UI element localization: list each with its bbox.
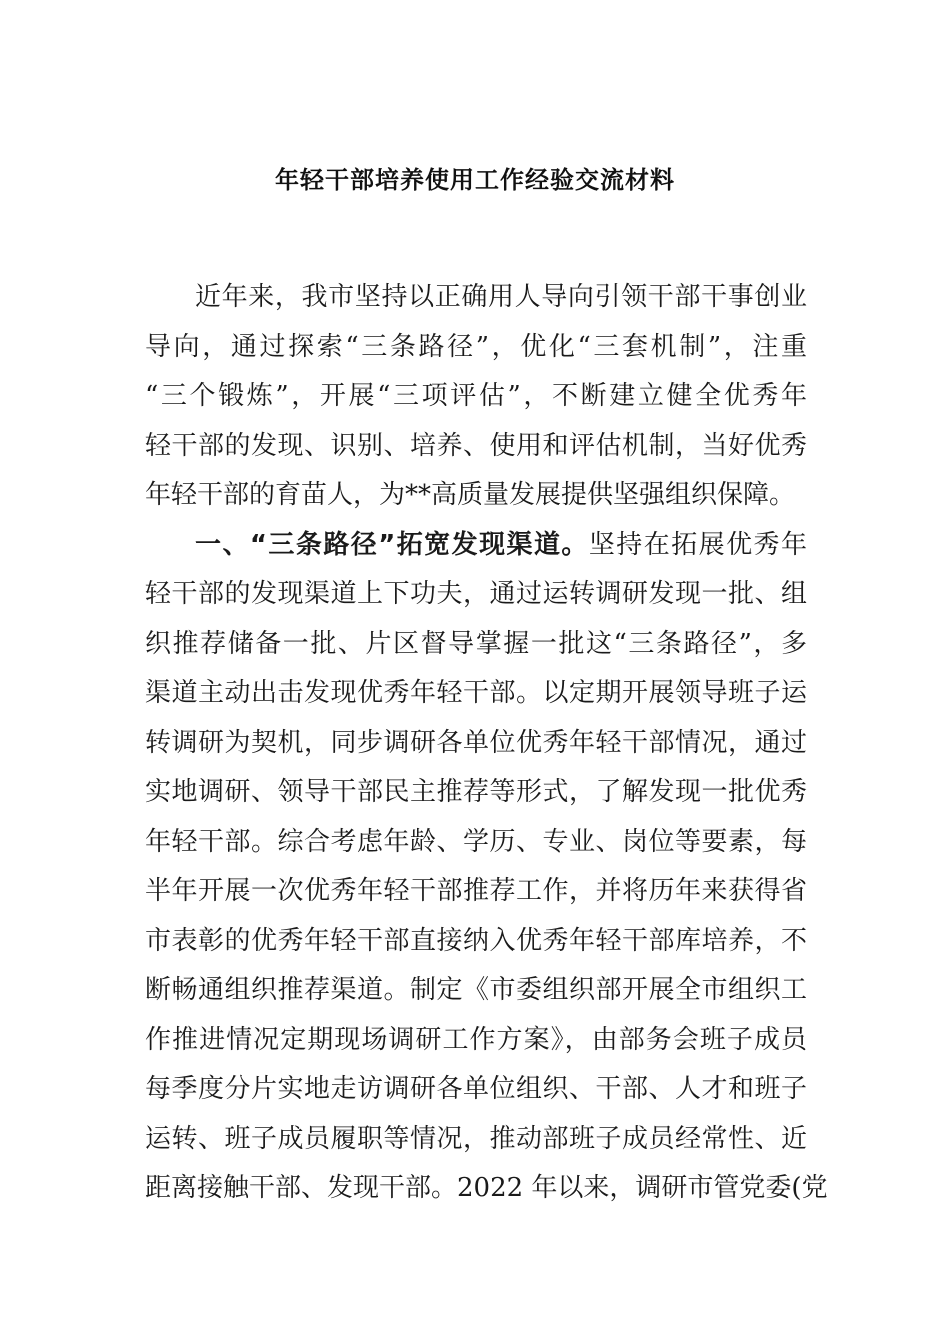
paragraph-line: 实地调研、领导干部民主推荐等形式，了解发现一批优秀 xyxy=(145,777,807,807)
document-title: 年轻干部培养使用工作经验交流材料 xyxy=(275,166,675,194)
paragraph-line: 断畅通组织推荐渠道。制定《市委组织部开展全市组织工 xyxy=(145,975,807,1005)
paragraph-line: 年轻干部。综合考虑年龄、学历、专业、岗位等要素，每 xyxy=(145,827,807,857)
paragraph-line: 每季度分片实地走访调研各单位组织、干部、人才和班子 xyxy=(145,1074,807,1104)
paragraph-line: “三个锻炼”，开展“三项评估”，不断建立健全优秀年 xyxy=(145,381,807,411)
paragraph-line: 渠道主动出击发现优秀年轻干部。以定期开展领导班子运 xyxy=(145,678,807,708)
paragraph-line: 年轻干部的育苗人，为**高质量发展提供坚强组织保障。 xyxy=(145,480,796,510)
paragraph-line: 作推进情况定期现场调研工作方案》，由部务会班子成员 xyxy=(145,1025,807,1055)
paragraph-line: 半年开展一次优秀年轻干部推荐工作，并将历年来获得省 xyxy=(145,876,807,906)
paragraph-line: 轻干部的发现、识别、培养、使用和评估机制，当好优秀 xyxy=(145,431,807,461)
paragraph-line: 运转、班子成员履职等情况，推动部班子成员经常性、近 xyxy=(145,1124,807,1154)
paragraph-line: 轻干部的发现渠道上下功夫，通过运转调研发现一批、组 xyxy=(145,579,807,609)
section-heading: 一、“三条路径”拓宽发现渠道。 xyxy=(195,530,589,560)
paragraph-line: 织推荐储备一批、片区督导掌握一批这“三条路径”，多 xyxy=(145,629,807,659)
paragraph-text: 坚持在拓展优秀年 xyxy=(588,530,807,560)
paragraph-line: 市表彰的优秀年轻干部直接纳入优秀年轻干部库培养，不 xyxy=(145,926,807,956)
paragraph-line: 转调研为契机，同步调研各单位优秀年轻干部情况，通过 xyxy=(145,728,807,758)
section-heading-line xyxy=(195,528,807,562)
paragraph-line: 近年来，我市坚持以正确用人导向引领干部干事创业 xyxy=(195,282,807,312)
paragraph-line: 导向，通过探索“三条路径”，优化“三套机制”，注重 xyxy=(145,332,807,362)
paragraph-line: 距离接触干部、发现干部。2022 年以来，调研市管党委(党 xyxy=(145,1173,828,1203)
